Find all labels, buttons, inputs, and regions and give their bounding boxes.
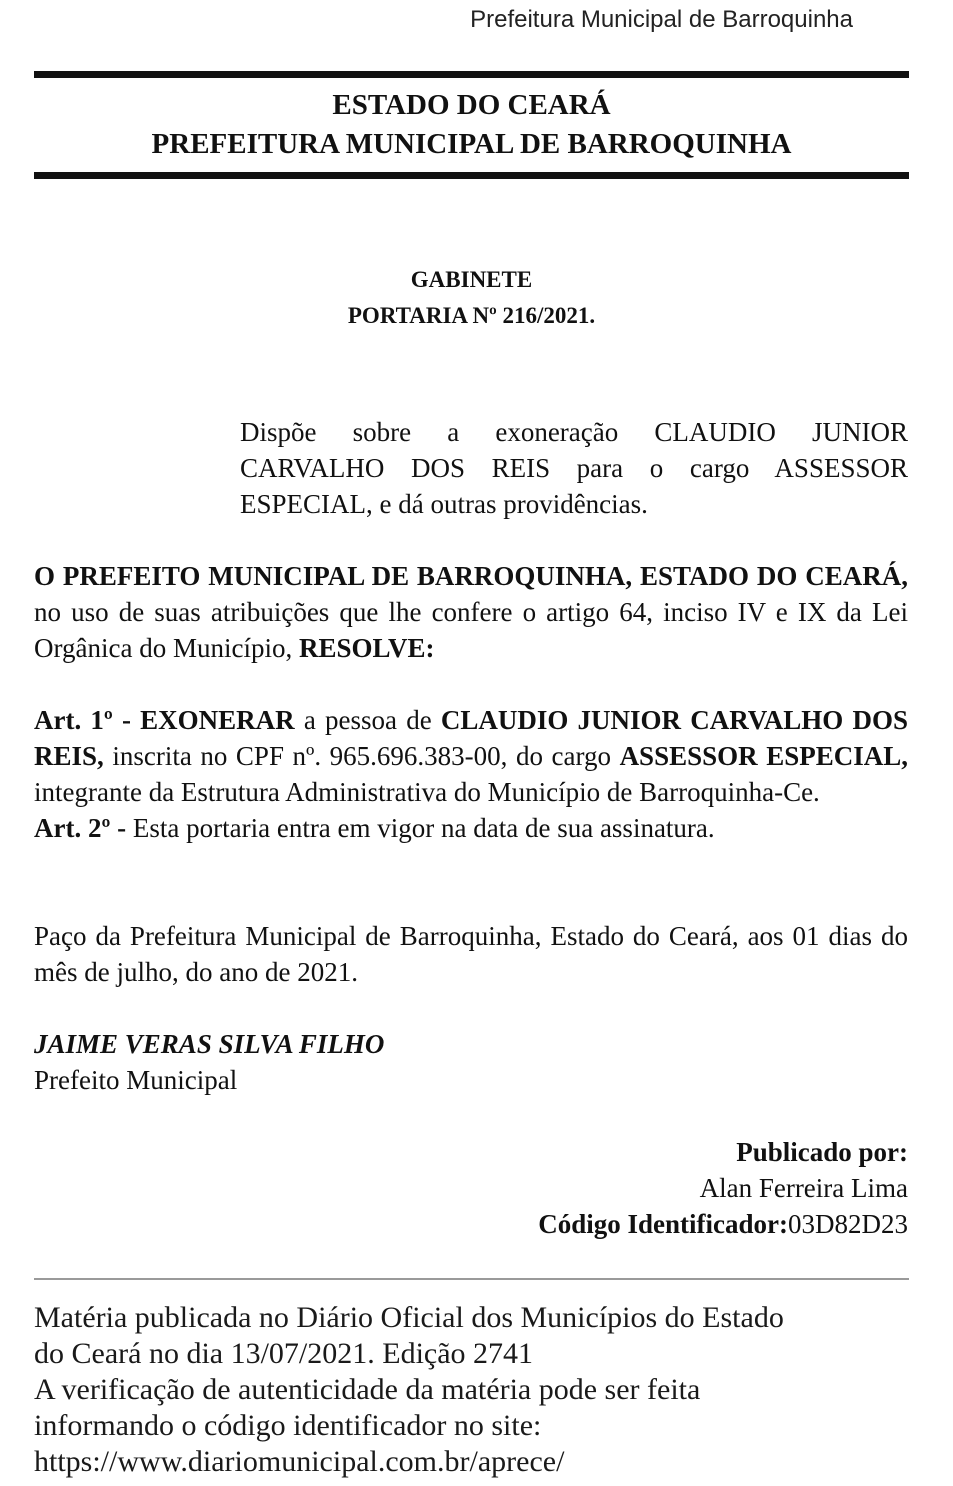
portaria-heading	[34, 262, 909, 334]
ementa	[240, 414, 908, 522]
article-2	[34, 810, 908, 846]
header-municipality: PREFEITURA MUNICIPAL DE BARROQUINHA	[151, 128, 792, 160]
signatory-name: JAIME VERAS SILVA FILHO	[34, 1029, 385, 1059]
signatory-title: Prefeito Municipal	[34, 1065, 238, 1095]
footer-separator	[34, 1278, 909, 1280]
header-bottom-rule	[34, 172, 909, 179]
footer-line: Matéria publicada no Diário Oficial dos Municípios do Estado	[34, 1301, 784, 1334]
signature-block	[34, 1026, 384, 1098]
article-1-label: Art. 1º - EXONERAR	[34, 705, 295, 735]
identifier-code-label: Código Identificador:	[538, 1209, 788, 1239]
article-1-person: CLAUDIO JUNIOR CARVALHO DOS REIS,	[34, 705, 909, 771]
published-by-label: Publicado por:	[736, 1137, 908, 1167]
running-header: Prefeitura Municipal de Barroquinha	[470, 6, 853, 33]
footer-line: informando o código identificador no site:	[34, 1409, 542, 1442]
closing-paragraph: Paço da Prefeitura Municipal de Barroquinha, Estado do Ceará, aos 01 dias do mês de julho, do ano de 2021.	[34, 921, 908, 987]
preamble-text: no uso de suas atribuições que lhe confere o artigo 64, inciso IV e IX da Lei Orgânica do Município,	[34, 597, 908, 663]
articles	[34, 702, 908, 846]
preamble-lead: O PREFEITO MUNICIPAL DE BARROQUINHA, ESTADO DO CEARÁ,	[34, 561, 908, 591]
ementa-line: Dispõe sobre a exoneração CLAUDIO JUNIOR	[240, 417, 908, 447]
publication-footer	[34, 1300, 914, 1480]
preamble-paragraph	[34, 558, 908, 666]
header-state: ESTADO DO CEARÁ	[332, 89, 611, 121]
article-1-text: integrante da Estrutura Administrativa do Município de Barroquinha-Ce.	[34, 777, 820, 807]
portaria-number: PORTARIA Nº 216/2021.	[347, 303, 596, 328]
ementa-line: CARVALHO DOS REIS para o cargo ASSESSOR	[240, 453, 908, 483]
article-1	[34, 702, 908, 810]
article-2-text: Esta portaria entra em vigor na data de sua assinatura.	[126, 813, 715, 843]
article-1-cargo: ASSESSOR ESPECIAL,	[619, 741, 908, 771]
publisher-name: Alan Ferreira Lima	[699, 1173, 908, 1203]
article-2-label: Art. 2º -	[34, 813, 127, 843]
document-header	[34, 86, 909, 164]
article-1-text: a pessoa de	[294, 705, 441, 735]
resolve-label: RESOLVE:	[298, 633, 435, 663]
identifier-code: 03D82D23	[788, 1209, 908, 1239]
ementa-line: ESPECIAL, e dá outras providências.	[240, 489, 648, 519]
gabinete-label: GABINETE	[410, 267, 533, 292]
footer-line: do Ceará no dia 13/07/2021. Edição 2741	[34, 1337, 534, 1370]
publication-info	[538, 1134, 908, 1242]
article-1-text: inscrita no CPF nº. 965.696.383-00, do cargo	[103, 741, 620, 771]
header-top-rule	[34, 71, 909, 78]
identifier-code-row	[538, 1206, 908, 1242]
footer-line: A verificação de autenticidade da matéria pode ser feita	[34, 1373, 701, 1406]
verification-url[interactable]: https://www.diariomunicipal.com.br/aprece/	[34, 1445, 565, 1478]
